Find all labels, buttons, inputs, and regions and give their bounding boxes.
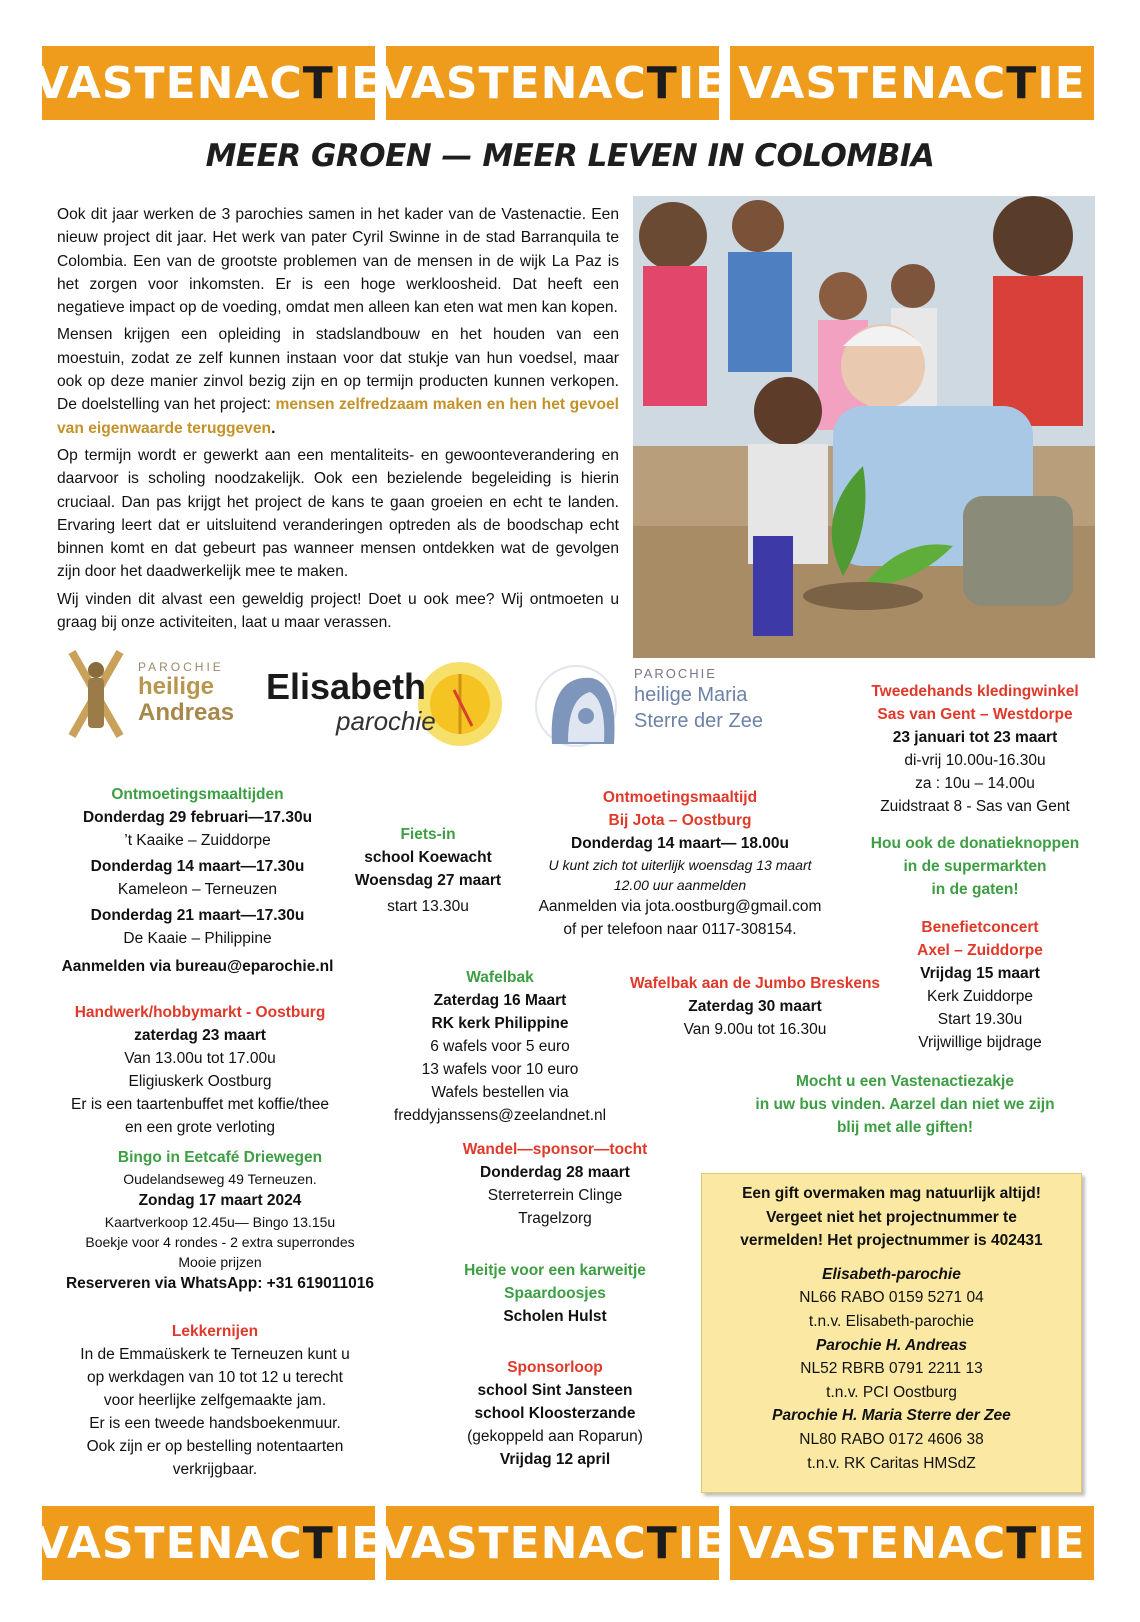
- event-sponsorloop: Sponsorloop school Sint Jansteen school Kloosterzande (gekoppeld aan Roparun) Vrijdag 12 april: [467, 1359, 643, 1468]
- maria-icon: [534, 664, 624, 750]
- event-benefietconcert: Benefietconcert Axel – Zuiddorpe Vrijdag 15 maart Kerk Zuiddorpe Start 19.30u Vrijwillige bijdrage: [917, 919, 1043, 1051]
- intro-text: [57, 203, 619, 638]
- event-wandel-sponsor-tocht: Wandel—sponsor—tocht Donderdag 28 maart Sterreterrein Clinge Tragelzorg: [462, 1141, 648, 1227]
- gift-info-box: Een gift overmaken mag natuurlijk altijd! Vergeet niet het projectnummer te vermelden! Het projectnummer is 402431 Elisabeth-parochie NL66 RABO 0159 5271 04 t.n.v. Elisabeth-parochie Parochie H. Andreas NL52 RBRB 0791 2211 13 t.n.v. PCI Oostburg Parochie H. Maria Sterre der Zee NL80 RABO 0172 4606 38 t.n.v. RK Caritas HMSdZ: [701, 1173, 1082, 1493]
- event-heitje-voor-een-karweitje: Heitje voor een karweitje Spaardoosjes Scholen Hulst: [464, 1262, 646, 1325]
- photo-illustration: [633, 196, 1095, 658]
- logo-parochie-andreas: PAROCHIE heilige Andreas: [66, 648, 246, 740]
- intro-paragraph-1: Ook dit jaar werken de 3 parochies samen in het kader van de Vastenactie. Een nieuw project dit jaar. Het werk van pater Cyril Swinne in de stad Barranquila te Colombia. Een van de grootste problemen van de mensen in de wijk La Paz is het zorgen voor inkomsten. Er is een hoge werkloosheid. Dat heeft een negatieve impact op de voeding, omdat men alleen kan eten wat men kan kopen.: [57, 206, 619, 317]
- account-maria-name: Parochie H. Maria Sterre der Zee: [772, 1407, 1011, 1425]
- intro-paragraph-4: Wij vinden dit alvast een geweldig project! Doet u ook mee? Wij ontmoeten u graag bij onze activiteiten, laat u maar verassen.: [57, 590, 619, 632]
- highlight-goal: mensen zelfredzaam maken en hen het gevoel van eigenwaarde teruggeven: [57, 396, 619, 437]
- event-lekkernijen: Lekkernijen In de Emmaüskerk te Terneuzen kunt u op werkdagen van 10 tot 12 u terecht voor heerlijke zelfgemaakte jam. Er is een tweede handsboekenmuur. Ook zijn er op bestelling notentaarten verkrijgbaar.: [80, 1323, 350, 1478]
- vastenactie-banner-top-1: VASTENAC T IE: [42, 46, 375, 120]
- page-title: MEER GROEN — MEER LEVEN IN COLOMBIA: [205, 138, 935, 174]
- event-fiets-in: Fiets-in school Koewacht Woensdag 27 maart start 13.30u: [354, 826, 502, 915]
- account-andreas-name: Parochie H. Andreas: [815, 1336, 968, 1354]
- account-maria-iban: NL80 RABO 0172 4606 38: [799, 1430, 984, 1448]
- account-andreas-iban: NL52 RBRB 0791 2211 13: [800, 1360, 983, 1378]
- vastenactie-banner-bottom-3: VASTENAC T IE: [730, 1506, 1094, 1580]
- vastenactie-banner-top-2: VASTENAC T IE: [386, 46, 719, 120]
- event-kledingwinkel: Tweedehands kledingwinkel Sas van Gent – Westdorpe 23 januari tot 23 maart di-vrij 10.00u-16.30u za : 10u – 14.00u Zuidstraat 8 - Sas van Gent: [871, 683, 1079, 815]
- logo-parochie-maria: PAROCHIE heilige Maria Sterre der Zee: [534, 664, 784, 750]
- event-handwerk-hobbymarkt: Handwerk/hobbymarkt - Oostburg zaterdag 23 maart Van 13.00u tot 17.00u Eligiuskerk Oostburg Er is een taartenbuffet met koffie/thee en een grote verloting: [71, 1004, 329, 1136]
- event-wafelbak-philippine: Wafelbak Zaterdag 16 Maart RK kerk Philippine 6 wafels voor 5 euro 13 wafels voor 10 euro Wafels bestellen via freddyjanssens@zeelandnet.nl: [393, 969, 607, 1124]
- donatieknoppen-note: Hou ook de donatieknoppen in de supermarkten in de gaten!: [870, 835, 1080, 898]
- vastenactiezakje-note: Mocht u een Vastenactiezakje in uw bus vinden. Aarzel dan niet we zijn blij met alle giften!: [755, 1073, 1055, 1136]
- event-wafelbak-jumbo: Wafelbak aan de Jumbo Breskens Zaterdag 30 maart Van 9.00u tot 16.30u: [629, 975, 881, 1038]
- logo-elisabeth-parochie: Elisabeth parochie: [266, 660, 506, 750]
- account-elisabeth-name: Elisabeth-parochie: [822, 1265, 961, 1283]
- event-ontmoetingsmaaltijd-jota: Ontmoetingsmaaltijd Bij Jota – Oostburg Donderdag 14 maart— 18.00u U kunt zich tot uiterlijk woensdag 13 maart 12.00 uur aanmelden Aanmelden via jota.oostburg@gmail.com of per telefoon naar 0117-308154.: [538, 789, 822, 938]
- photo-children-planting: [633, 196, 1095, 658]
- intro-paragraph-3: Op termijn wordt er gewerkt aan een mentaliteits- en gewoonteverandering en daarvoor is scholing noodzakelijk. Ook een bezielende begeleiding is hierin cruciaal. Dan pas krijgt het project de kans te gaan groeien en echt te landen. Ervaring leert dat er uitsluitend veranderingen optreden als de boodschap echt binnen komt en dat gebeurt pas wanneer mensen ontdekken wat de gevolgen zijn door het daadwerkelijk mee te maken.: [57, 446, 619, 581]
- event-ontmoetingsmaaltijden: Ontmoetingsmaaltijden Donderdag 29 februari—17.30u ’t Kaaike – Zuiddorpe Donderdag 14 maart—17.30u Kameleon – Terneuzen Donderdag 21 maart—17.30u De Kaaie – Philippine Aanmelden via bureau@eparochie.nl: [30, 783, 365, 978]
- vastenactie-banner-bottom-1: VASTENAC T IE: [42, 1506, 375, 1580]
- vastenactie-banner-bottom-2: VASTENAC T IE: [386, 1506, 719, 1580]
- event-bingo: Bingo in Eetcafé Driewegen Oudelandseweg 49 Terneuzen. Zondag 17 maart 2024 Kaartverkoop 12.45u— Bingo 13.15u Boekje voor 4 rondes - 2 extra superrondes Mooie prijzen Reserveren via WhatsApp: +31 619011016: [65, 1149, 375, 1292]
- account-elisabeth-iban: NL66 RABO 0159 5271 04: [799, 1289, 984, 1307]
- aanmelden-email: Aanmelden via bureau@eparochie.nl: [61, 958, 334, 975]
- andreas-cross-icon: [66, 648, 126, 740]
- intro-paragraph-2: Mensen krijgen een opleiding in stadslandbouw en het houden van een moestuin, zodat ze zelf kunnen instaan voor dat stukje van hun voedsel, maar ook op deze manier zinvol bezig zijn en op termijn producten kunnen verkopen. De doelstelling van het project: mensen zelfredzaam maken en hen het gevoel van eigenwaarde teruggeven.: [57, 326, 619, 437]
- vastenactie-banner-top-3: VASTENAC T IE: [730, 46, 1094, 120]
